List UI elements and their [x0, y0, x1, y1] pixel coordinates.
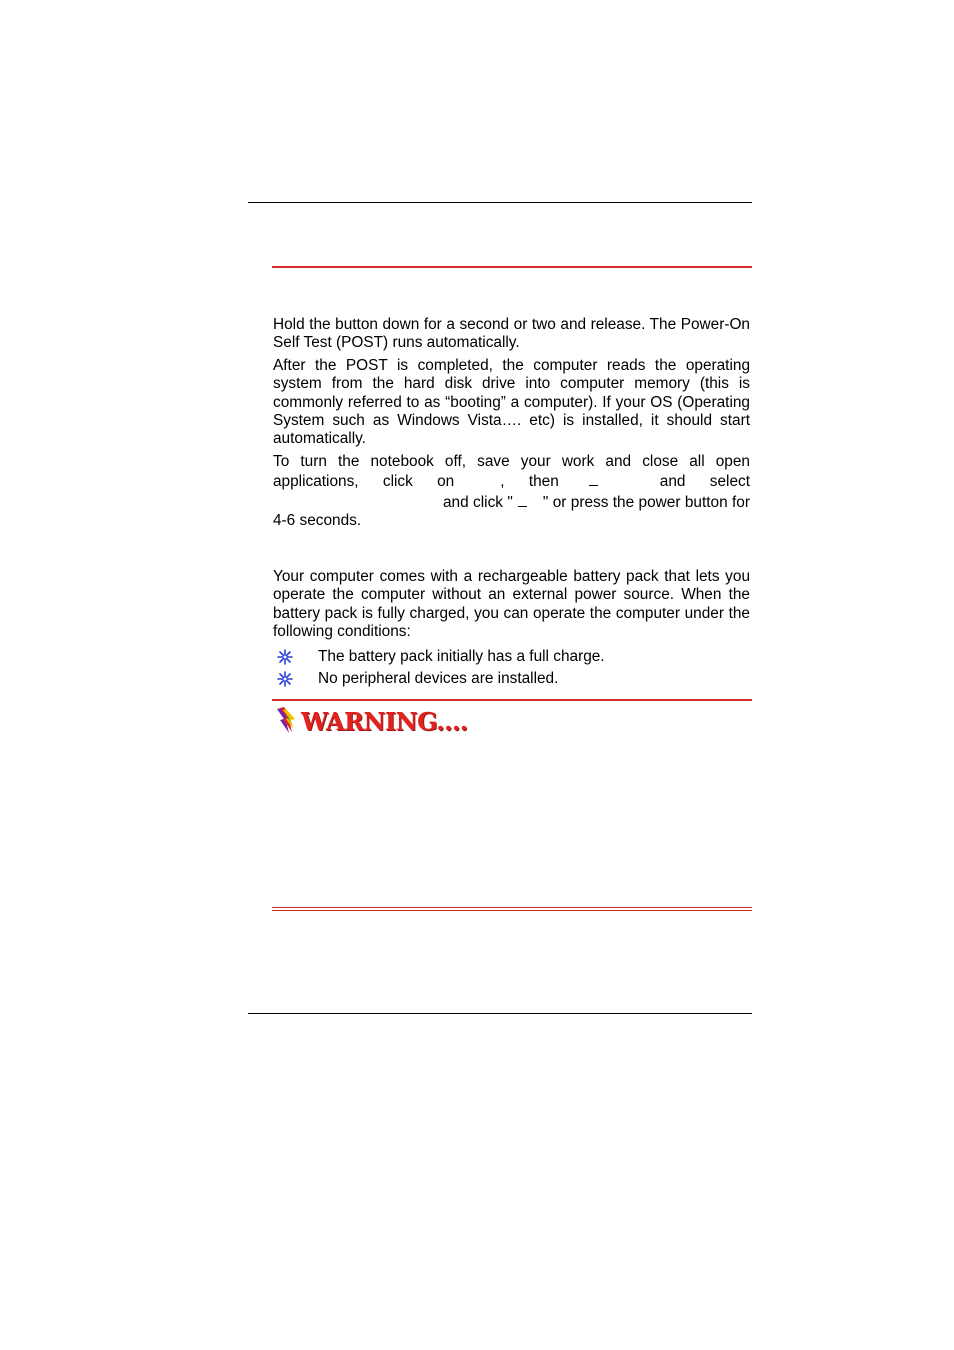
power-on-section [273, 316, 750, 534]
blank-underscore [589, 471, 598, 486]
shutdown-paragraph [273, 453, 750, 531]
shutdown-text-1: To turn the notebook off, save your work and close all open applications, click on [273, 452, 750, 491]
lightning-warning-icon [275, 707, 299, 735]
battery-conditions-list [273, 648, 750, 693]
shutdown-text-2: , then [500, 473, 559, 491]
section-rule [272, 266, 752, 268]
snowflake-bullet-icon [277, 649, 293, 665]
shutdown-text-3: and select [659, 473, 750, 491]
warning-heading [275, 706, 468, 736]
battery-intro-paragraph: Your computer comes with a rechargeable battery pack that lets you operate the computer without an external power source. When the battery pack is fully charged, you can operate the computer under the following conditions: [273, 568, 750, 641]
boot-paragraph: After the POST is completed, the computer reads the operating system from the hard disk drive into computer memory (this is commonly referred to as “booting” a computer). If your OS (Operating System such as Windows Vista…. etc) is installed, it should start automatically. [273, 356, 750, 448]
list-item-text: The battery pack initially has a full charge. [318, 648, 605, 665]
header-rule [248, 202, 752, 203]
post-paragraph: Hold the button down for a second or two and release. The Power-On Self Test (POST) runs automatically. [273, 316, 750, 352]
snowflake-bullet-icon [277, 671, 293, 687]
shutdown-text-4: and click " [443, 493, 513, 511]
list-item-text: No peripheral devices are installed. [318, 670, 559, 688]
warning-bottom-rule [272, 907, 752, 908]
warning-bottom-rule-2 [272, 910, 752, 911]
shutdown-text-5: " or press the power button for 4-6 seconds. [273, 493, 750, 530]
blank-underscore [518, 492, 527, 507]
footer-rule [248, 1013, 752, 1014]
list-item [273, 670, 750, 688]
battery-section [273, 568, 750, 646]
warning-title: WARNING.... [301, 706, 468, 736]
list-item [273, 648, 750, 666]
warning-top-rule [272, 699, 752, 701]
